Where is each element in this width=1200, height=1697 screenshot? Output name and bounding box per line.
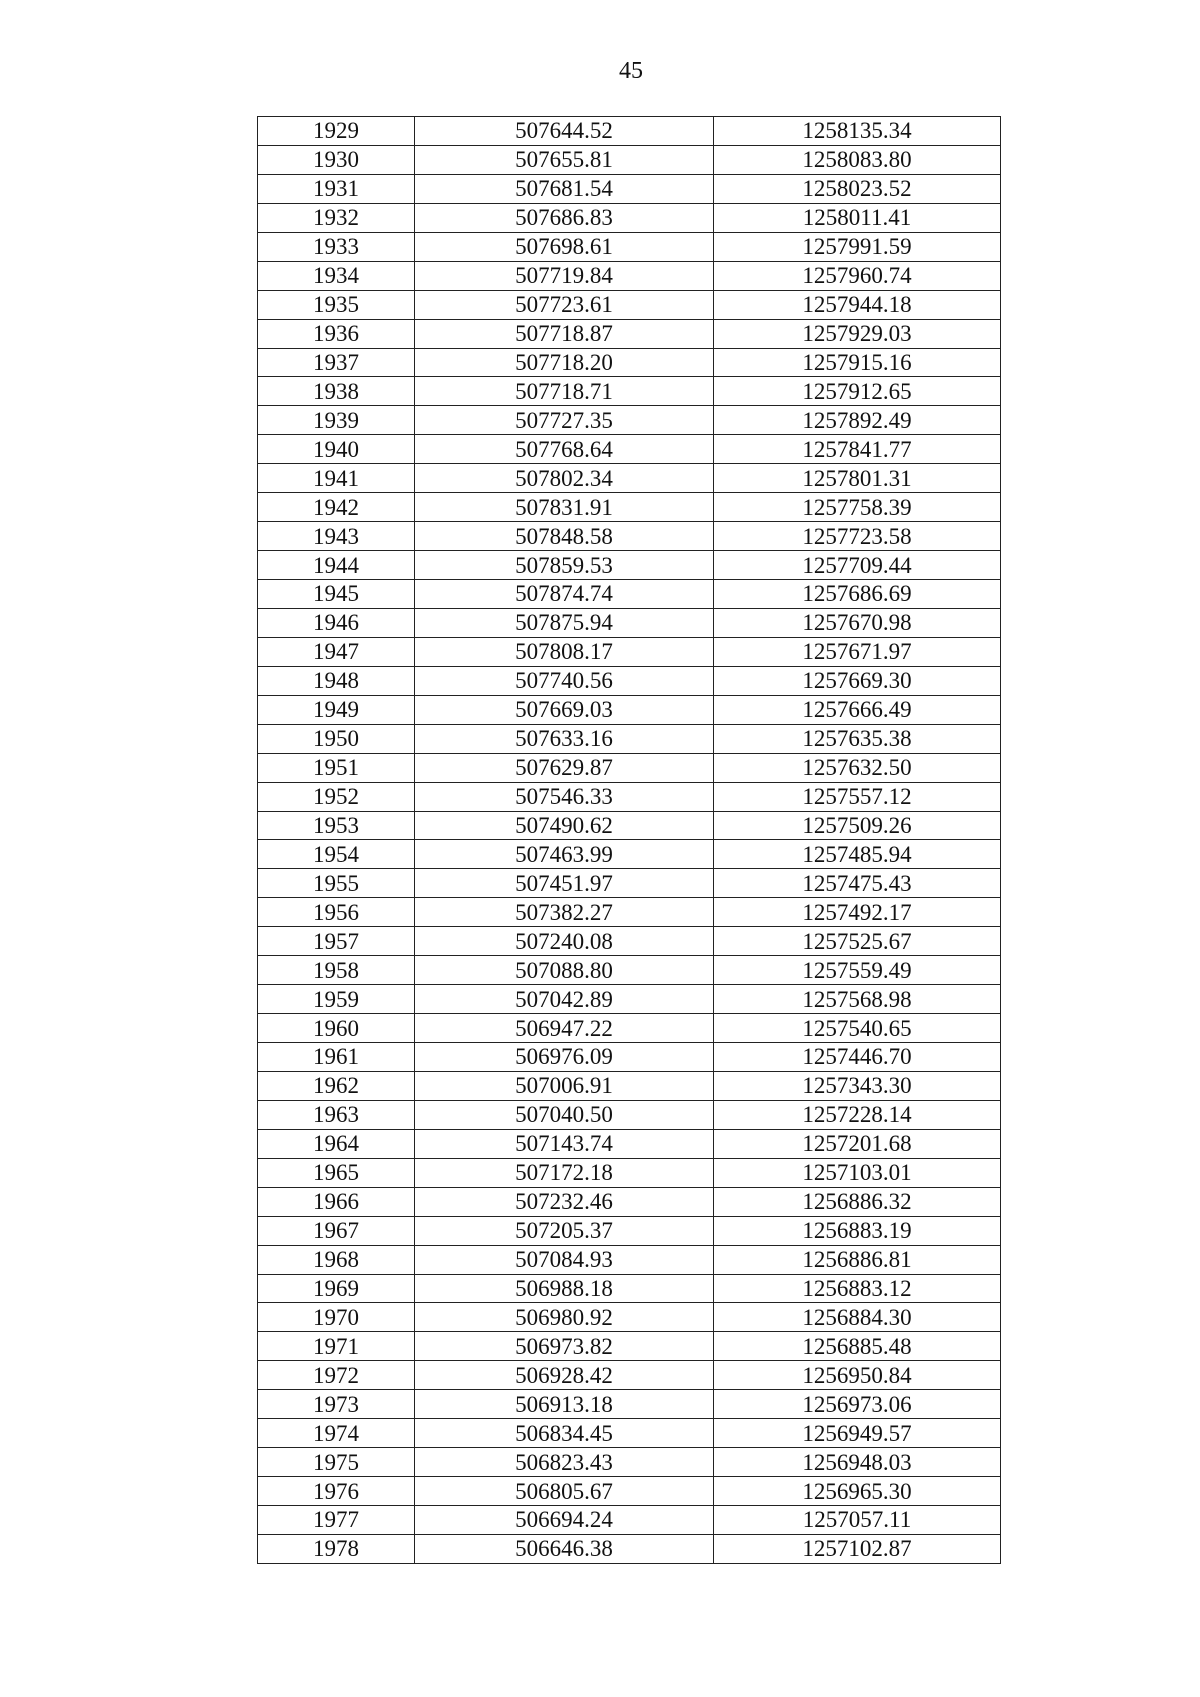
table-row	[258, 666, 1001, 695]
point-number-cell: 1937	[258, 348, 415, 377]
x-coordinate-cell: 507546.33	[415, 782, 714, 811]
point-number-cell: 1938	[258, 377, 415, 406]
x-coordinate-cell: 507084.93	[415, 1245, 714, 1274]
y-coordinate-cell: 1256885.48	[714, 1332, 1001, 1361]
x-coordinate-cell: 507686.83	[415, 203, 714, 232]
x-coordinate-cell: 507698.61	[415, 232, 714, 261]
point-number-cell: 1939	[258, 406, 415, 435]
x-coordinate-cell: 506973.82	[415, 1332, 714, 1361]
y-coordinate-cell: 1256886.32	[714, 1187, 1001, 1216]
point-number-cell: 1975	[258, 1448, 415, 1477]
point-number-cell: 1959	[258, 985, 415, 1014]
point-number-cell: 1963	[258, 1100, 415, 1129]
y-coordinate-cell: 1258023.52	[714, 174, 1001, 203]
y-coordinate-cell: 1258083.80	[714, 145, 1001, 174]
table-row	[258, 927, 1001, 956]
point-number-cell: 1969	[258, 1274, 415, 1303]
y-coordinate-cell: 1257915.16	[714, 348, 1001, 377]
table-row	[258, 1129, 1001, 1158]
point-number-cell: 1961	[258, 1043, 415, 1072]
y-coordinate-cell: 1256949.57	[714, 1419, 1001, 1448]
point-number-cell: 1973	[258, 1390, 415, 1419]
y-coordinate-cell: 1256883.12	[714, 1274, 1001, 1303]
table-row	[258, 406, 1001, 435]
y-coordinate-cell: 1257103.01	[714, 1158, 1001, 1187]
point-number-cell: 1943	[258, 522, 415, 551]
table-row	[258, 1100, 1001, 1129]
table-row	[258, 174, 1001, 203]
x-coordinate-cell: 507232.46	[415, 1187, 714, 1216]
point-number-cell: 1971	[258, 1332, 415, 1361]
x-coordinate-cell: 506646.38	[415, 1534, 714, 1563]
point-number-cell: 1974	[258, 1419, 415, 1448]
coordinates-table	[257, 116, 1001, 1564]
y-coordinate-cell: 1257559.49	[714, 956, 1001, 985]
y-coordinate-cell: 1257525.67	[714, 927, 1001, 956]
y-coordinate-cell: 1257057.11	[714, 1506, 1001, 1535]
table-row	[258, 869, 1001, 898]
y-coordinate-cell: 1257475.43	[714, 869, 1001, 898]
table-row	[258, 522, 1001, 551]
table-row	[258, 637, 1001, 666]
x-coordinate-cell: 506980.92	[415, 1303, 714, 1332]
x-coordinate-cell: 506694.24	[415, 1506, 714, 1535]
x-coordinate-cell: 506823.43	[415, 1448, 714, 1477]
y-coordinate-cell: 1256950.84	[714, 1361, 1001, 1390]
table-row	[258, 1216, 1001, 1245]
y-coordinate-cell: 1257557.12	[714, 782, 1001, 811]
y-coordinate-cell: 1257912.65	[714, 377, 1001, 406]
y-coordinate-cell: 1257228.14	[714, 1100, 1001, 1129]
table-row	[258, 117, 1001, 146]
y-coordinate-cell: 1257758.39	[714, 493, 1001, 522]
y-coordinate-cell: 1257671.97	[714, 637, 1001, 666]
point-number-cell: 1953	[258, 811, 415, 840]
table-row	[258, 1419, 1001, 1448]
point-number-cell: 1940	[258, 435, 415, 464]
x-coordinate-cell: 507718.87	[415, 319, 714, 348]
point-number-cell: 1965	[258, 1158, 415, 1187]
y-coordinate-cell: 1257723.58	[714, 522, 1001, 551]
y-coordinate-cell: 1256948.03	[714, 1448, 1001, 1477]
table-row	[258, 608, 1001, 637]
point-number-cell: 1968	[258, 1245, 415, 1274]
y-coordinate-cell: 1257509.26	[714, 811, 1001, 840]
point-number-cell: 1950	[258, 724, 415, 753]
table-row	[258, 1390, 1001, 1419]
point-number-cell: 1954	[258, 840, 415, 869]
point-number-cell: 1976	[258, 1477, 415, 1506]
point-number-cell: 1946	[258, 608, 415, 637]
coordinates-table-body	[258, 117, 1001, 1564]
y-coordinate-cell: 1257102.87	[714, 1534, 1001, 1563]
table-row	[258, 753, 1001, 782]
table-row	[258, 956, 1001, 985]
x-coordinate-cell: 506834.45	[415, 1419, 714, 1448]
point-number-cell: 1967	[258, 1216, 415, 1245]
x-coordinate-cell: 507633.16	[415, 724, 714, 753]
y-coordinate-cell: 1257686.69	[714, 580, 1001, 609]
x-coordinate-cell: 507669.03	[415, 695, 714, 724]
table-row	[258, 1361, 1001, 1390]
x-coordinate-cell: 507831.91	[415, 493, 714, 522]
y-coordinate-cell: 1257669.30	[714, 666, 1001, 695]
point-number-cell: 1956	[258, 898, 415, 927]
y-coordinate-cell: 1257670.98	[714, 608, 1001, 637]
point-number-cell: 1970	[258, 1303, 415, 1332]
table-row	[258, 811, 1001, 840]
table-row	[258, 435, 1001, 464]
table-row	[258, 985, 1001, 1014]
table-row	[258, 1014, 1001, 1043]
y-coordinate-cell: 1256973.06	[714, 1390, 1001, 1419]
point-number-cell: 1936	[258, 319, 415, 348]
y-coordinate-cell: 1257485.94	[714, 840, 1001, 869]
x-coordinate-cell: 506947.22	[415, 1014, 714, 1043]
point-number-cell: 1933	[258, 232, 415, 261]
point-number-cell: 1935	[258, 290, 415, 319]
point-number-cell: 1944	[258, 551, 415, 580]
x-coordinate-cell: 506976.09	[415, 1043, 714, 1072]
table-row	[258, 1187, 1001, 1216]
x-coordinate-cell: 507808.17	[415, 637, 714, 666]
table-row	[258, 1245, 1001, 1274]
page-number: 45	[619, 58, 643, 84]
y-coordinate-cell: 1257343.30	[714, 1071, 1001, 1100]
point-number-cell: 1930	[258, 145, 415, 174]
table-row	[258, 1477, 1001, 1506]
table-row	[258, 290, 1001, 319]
table-row	[258, 1534, 1001, 1563]
table-row	[258, 348, 1001, 377]
point-number-cell: 1947	[258, 637, 415, 666]
table-row	[258, 1303, 1001, 1332]
point-number-cell: 1934	[258, 261, 415, 290]
y-coordinate-cell: 1257709.44	[714, 551, 1001, 580]
x-coordinate-cell: 507042.89	[415, 985, 714, 1014]
x-coordinate-cell: 506805.67	[415, 1477, 714, 1506]
y-coordinate-cell: 1257944.18	[714, 290, 1001, 319]
point-number-cell: 1941	[258, 464, 415, 493]
x-coordinate-cell: 507681.54	[415, 174, 714, 203]
x-coordinate-cell: 507382.27	[415, 898, 714, 927]
point-number-cell: 1958	[258, 956, 415, 985]
y-coordinate-cell: 1256884.30	[714, 1303, 1001, 1332]
y-coordinate-cell: 1257492.17	[714, 898, 1001, 927]
x-coordinate-cell: 507740.56	[415, 666, 714, 695]
point-number-cell: 1949	[258, 695, 415, 724]
point-number-cell: 1978	[258, 1534, 415, 1563]
table-row	[258, 1506, 1001, 1535]
table-row	[258, 1158, 1001, 1187]
table-row	[258, 203, 1001, 232]
y-coordinate-cell: 1257929.03	[714, 319, 1001, 348]
point-number-cell: 1932	[258, 203, 415, 232]
x-coordinate-cell: 507644.52	[415, 117, 714, 146]
table-row	[258, 782, 1001, 811]
x-coordinate-cell: 507718.71	[415, 377, 714, 406]
y-coordinate-cell: 1256965.30	[714, 1477, 1001, 1506]
x-coordinate-cell: 507240.08	[415, 927, 714, 956]
y-coordinate-cell: 1256883.19	[714, 1216, 1001, 1245]
x-coordinate-cell: 507205.37	[415, 1216, 714, 1245]
y-coordinate-cell: 1257540.65	[714, 1014, 1001, 1043]
table-row	[258, 580, 1001, 609]
table-row	[258, 261, 1001, 290]
table-row	[258, 1332, 1001, 1361]
point-number-cell: 1929	[258, 117, 415, 146]
table-row	[258, 695, 1001, 724]
y-coordinate-cell: 1257801.31	[714, 464, 1001, 493]
y-coordinate-cell: 1257632.50	[714, 753, 1001, 782]
x-coordinate-cell: 507040.50	[415, 1100, 714, 1129]
x-coordinate-cell: 507718.20	[415, 348, 714, 377]
table-row	[258, 1448, 1001, 1477]
table-row	[258, 493, 1001, 522]
point-number-cell: 1948	[258, 666, 415, 695]
point-number-cell: 1931	[258, 174, 415, 203]
table-row	[258, 1071, 1001, 1100]
x-coordinate-cell: 507655.81	[415, 145, 714, 174]
table-row	[258, 377, 1001, 406]
x-coordinate-cell: 507490.62	[415, 811, 714, 840]
point-number-cell: 1942	[258, 493, 415, 522]
y-coordinate-cell: 1257666.49	[714, 695, 1001, 724]
x-coordinate-cell: 507629.87	[415, 753, 714, 782]
point-number-cell: 1955	[258, 869, 415, 898]
x-coordinate-cell: 507875.94	[415, 608, 714, 637]
y-coordinate-cell: 1257960.74	[714, 261, 1001, 290]
point-number-cell: 1951	[258, 753, 415, 782]
table-row	[258, 145, 1001, 174]
point-number-cell: 1960	[258, 1014, 415, 1043]
point-number-cell: 1977	[258, 1506, 415, 1535]
y-coordinate-cell: 1257991.59	[714, 232, 1001, 261]
y-coordinate-cell: 1257446.70	[714, 1043, 1001, 1072]
y-coordinate-cell: 1258011.41	[714, 203, 1001, 232]
x-coordinate-cell: 507088.80	[415, 956, 714, 985]
point-number-cell: 1952	[258, 782, 415, 811]
x-coordinate-cell: 506928.42	[415, 1361, 714, 1390]
x-coordinate-cell: 507463.99	[415, 840, 714, 869]
point-number-cell: 1972	[258, 1361, 415, 1390]
x-coordinate-cell: 507859.53	[415, 551, 714, 580]
y-coordinate-cell: 1256886.81	[714, 1245, 1001, 1274]
point-number-cell: 1964	[258, 1129, 415, 1158]
point-number-cell: 1945	[258, 580, 415, 609]
table-row	[258, 319, 1001, 348]
table-row	[258, 1043, 1001, 1072]
table-row	[258, 898, 1001, 927]
x-coordinate-cell: 507727.35	[415, 406, 714, 435]
table-row	[258, 840, 1001, 869]
table-row	[258, 1274, 1001, 1303]
point-number-cell: 1957	[258, 927, 415, 956]
point-number-cell: 1962	[258, 1071, 415, 1100]
x-coordinate-cell: 507802.34	[415, 464, 714, 493]
x-coordinate-cell: 507172.18	[415, 1158, 714, 1187]
point-number-cell: 1966	[258, 1187, 415, 1216]
table-row	[258, 232, 1001, 261]
y-coordinate-cell: 1257201.68	[714, 1129, 1001, 1158]
table-row	[258, 551, 1001, 580]
x-coordinate-cell: 507143.74	[415, 1129, 714, 1158]
x-coordinate-cell: 507874.74	[415, 580, 714, 609]
y-coordinate-cell: 1258135.34	[714, 117, 1001, 146]
x-coordinate-cell: 507848.58	[415, 522, 714, 551]
y-coordinate-cell: 1257635.38	[714, 724, 1001, 753]
x-coordinate-cell: 507006.91	[415, 1071, 714, 1100]
x-coordinate-cell: 507723.61	[415, 290, 714, 319]
y-coordinate-cell: 1257892.49	[714, 406, 1001, 435]
x-coordinate-cell: 507768.64	[415, 435, 714, 464]
x-coordinate-cell: 507451.97	[415, 869, 714, 898]
y-coordinate-cell: 1257841.77	[714, 435, 1001, 464]
y-coordinate-cell: 1257568.98	[714, 985, 1001, 1014]
x-coordinate-cell: 507719.84	[415, 261, 714, 290]
table-row	[258, 724, 1001, 753]
x-coordinate-cell: 506988.18	[415, 1274, 714, 1303]
x-coordinate-cell: 506913.18	[415, 1390, 714, 1419]
table-row	[258, 464, 1001, 493]
